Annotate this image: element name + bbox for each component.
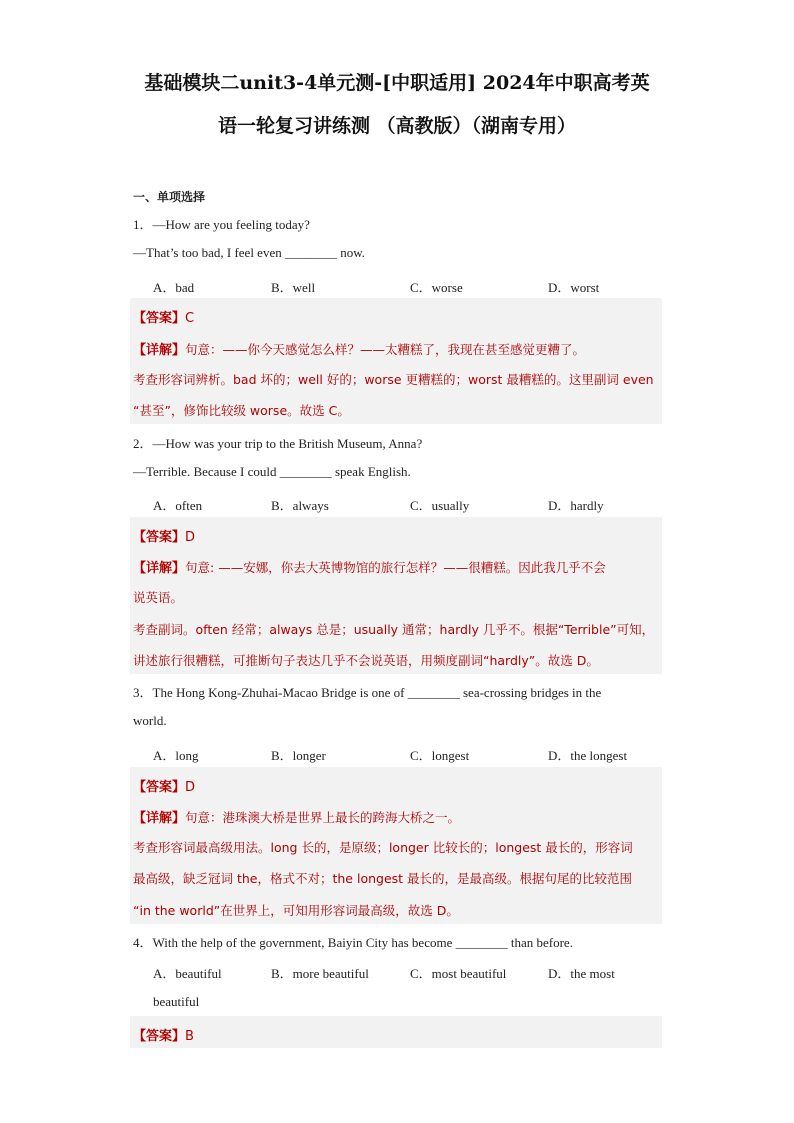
answer-value: C — [185, 311, 195, 326]
question-4-option-c: C．most beautiful — [410, 966, 507, 981]
question-3-answer — [133, 776, 195, 795]
document-title-line-2: 语一轮复习讲练测 （高教版）（湖南专用） — [217, 115, 577, 137]
question-3-detail-line-4: “in the world”在世界上，可知用形容词最高级，故选 D。 — [133, 903, 459, 918]
question-2-option-a: A．often — [153, 498, 203, 513]
question-2-detail-line-2: 说英语。 — [133, 590, 184, 605]
question-1-option-a: A．bad — [153, 280, 195, 295]
answer-tag: 【答案】 — [133, 780, 186, 795]
question-4-answer — [133, 1025, 194, 1044]
question-2-option-c: C．usually — [410, 498, 470, 513]
answer-value: D — [185, 780, 196, 795]
question-1-option-d: D．worst — [548, 280, 600, 295]
question-3-option-c: C．longest — [410, 748, 470, 763]
question-2-stem-2: —Terrible. Because I could ________ speak English. — [133, 464, 411, 479]
question-2-option-d: D．hardly — [548, 498, 604, 513]
question-4-option-a: A．beautiful — [153, 966, 222, 981]
document-title-line-1: 基础模块二unit3-4单元测-[中职适用] 2024年中职高考英 — [144, 72, 650, 94]
detail-tag: 【详解】 — [133, 343, 186, 358]
question-1-stem: 1．—How are you feeling today? — [133, 217, 310, 232]
detail-text: 句意: ——安娜，你去大英博物馆的旅行怎样？——很糟糕。因此我几乎不会 — [185, 560, 606, 575]
question-1-option-c: C．worse — [410, 280, 463, 295]
question-2-stem: 2．—How was your trip to the British Museum, Anna? — [133, 436, 423, 451]
answer-value: B — [185, 1029, 194, 1044]
question-1-detail-line-1 — [133, 339, 585, 358]
detail-text: 句意：港珠澳大桥是世界上最长的跨海大桥之一。 — [185, 810, 461, 825]
question-3-detail-line-3: 最高级，缺乏冠词 the，格式不对；the longest 最长的，是最高级。根据句尾的比较范围 — [133, 871, 633, 886]
question-1-option-b: B．well — [271, 280, 316, 295]
answer-tag: 【答案】 — [133, 530, 186, 545]
answer-tag: 【答案】 — [133, 311, 186, 326]
detail-text: 句意：——你今天感觉怎么样？——太糟糕了，我现在甚至感觉更糟了。 — [185, 342, 586, 357]
question-3-stem: 3．The Hong Kong-Zhuhai-Macao Bridge is one of ________ sea-crossing bridges in the — [133, 685, 602, 700]
question-1-detail-line-2: 考查形容词辨析。bad 坏的；well 好的；worse 更糟糕的；worst 最糟糕的。这里副词 even — [133, 372, 654, 387]
detail-tag: 【详解】 — [133, 811, 186, 826]
question-1-stem-2: —That’s too bad, I feel even ________ now. — [133, 245, 366, 260]
answer-band-4 — [130, 1016, 662, 1048]
question-3-detail-line-2: 考查形容词最高级用法。long 长的，是原级；longer 比较长的；longest 最长的，形容词 — [133, 840, 633, 855]
question-2-answer — [133, 526, 195, 545]
question-3-stem-2: world. — [133, 713, 167, 728]
question-2-detail-line-4: 讲述旅行很糟糕，可推断句子表达几乎不会说英语，用频度副词“hardly”。故选 D。 — [133, 653, 599, 668]
question-4-option-d-wrap: beautiful — [153, 994, 200, 1009]
section-heading: 一、单项选择 — [133, 190, 206, 204]
question-4-option-d: D．the most — [548, 966, 615, 981]
answer-value: D — [185, 530, 196, 545]
answer-tag: 【答案】 — [133, 1029, 186, 1044]
question-3-detail-line-1 — [133, 807, 460, 826]
question-1-detail-line-3: “甚至”，修饰比较级 worse。故选 C。 — [133, 403, 350, 418]
question-3-option-d: D．the longest — [548, 748, 628, 763]
question-1-answer — [133, 307, 194, 326]
question-4-option-b: B．more beautiful — [271, 966, 369, 981]
detail-tag: 【详解】 — [133, 561, 186, 576]
question-3-option-b: B．longer — [271, 748, 326, 763]
question-2-detail-line-3: 考查副词。often 经常；always 总是；usually 通常；hardly 几乎不。根据“Terrible”可知， — [133, 622, 655, 637]
question-3-option-a: A．long — [153, 748, 199, 763]
question-2-option-b: B．always — [271, 498, 329, 513]
question-4-stem: 4．With the help of the government, Baiyin City has become ________ than before. — [133, 935, 573, 950]
question-2-detail-line-1 — [133, 557, 606, 576]
